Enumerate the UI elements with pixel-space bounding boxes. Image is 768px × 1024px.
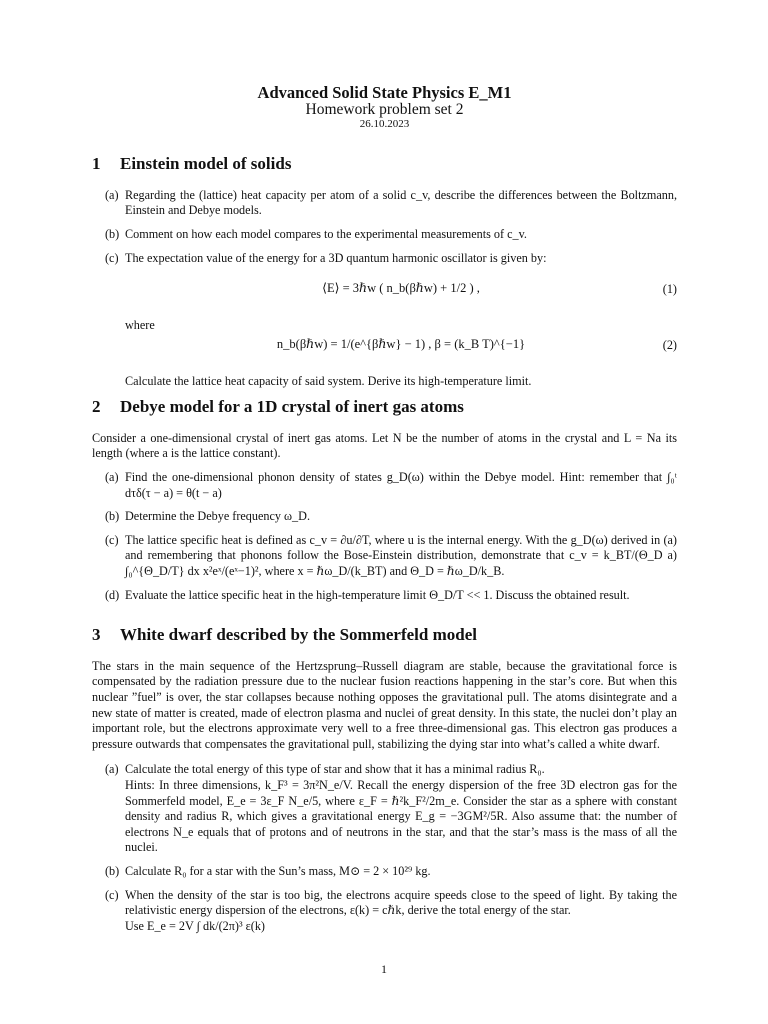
- page-number: 1: [381, 962, 387, 976]
- section-1: [92, 155, 677, 389]
- title-block: [92, 84, 677, 132]
- document-date: 26.10.2023: [359, 118, 410, 131]
- s3-item-c: (c) When the density of the star is too big, the electrons acquire speeds close to the speed of light. By taking the relativistic energy dispersion of the electrons, ε(k) = cℏk, derive the total energy of the star. Use E_e = 2V ∫ dk/(2π)³ ε(k): [105, 887, 677, 933]
- s1-c-tail: Calculate the lattice heat capacity of said system. Derive its high-temperature limit.: [125, 373, 532, 388]
- s1-item-b: (b) Comment on how each model compares to the experimental measurements of c_v.: [105, 226, 527, 241]
- equation-1: ⟨E⟩ = 3ℏw ( n_b(βℏw) + 1/2 ) , (1): [322, 281, 677, 297]
- section-2: [92, 398, 677, 611]
- document-title: Advanced Solid State Physics E_M1: [257, 83, 512, 102]
- section-3-heading: 3 White dwarf described by the Sommerfeld model: [92, 625, 477, 644]
- where-label: where: [125, 318, 155, 333]
- s3-intro: The stars in the main sequence of the Hertzsprung–Russell diagram are stable, because the gravitational force is compensated by the radiation pressure due to the nuclear fusion reactions happening in the star’s core. But when this nuclear ”fuel” is over, the star collapses because nothing opposes the gravitational pull. The atoms disintegrate and a new state of matter is created, made of electron plasma and nuclei of great density. In this state, the nuclei don’t play an important role, but the electrons approximate very well to a free three-dimensional gas. This electron gas produces a pressure outwards that compensates the gravitational pull, stabilizing the dying star into what’s called a white dwarf.: [92, 658, 677, 751]
- document-subtitle: Homework problem set 2: [305, 101, 464, 119]
- s3-a-hints: Hints: In three dimensions, k_F³ = 3π²N_e/V. Recall the energy dispersion of the free 3D electron gas for the Sommerfeld model, E_e = 3ε_F N_e/5, where ε_F = ℏ²k_F²/2m_e. Consider the star as a sphere with constant density and radius R, which gives a gravitational energy E_g = −3GM²/5R. Also assume that: the number of electrons N_e equals that of protons and of neutrons in the star, and that the star’s mass is the mass of all the nuclei.: [125, 777, 677, 855]
- s2-item-c: (c) The lattice specific heat is defined as c_v = ∂u/∂T, where u is the internal energy. With the g_D(ω) derived in (a) and remembering that phonons follow the Bose-Einstein distribution, demonstrate that c_v = k_BT/(Θ_D a) ∫₀^{Θ_D/T} dx x²eˣ/(eˣ−1)², where x = ℏω_D/(k_BT) and Θ_D = ℏω_D/k_B.: [105, 532, 677, 578]
- s1-item-a: (a) Regarding the (lattice) heat capacity per atom of a solid c_v, describe the differences between the Boltzmann, Einstein and Debye models.: [105, 187, 677, 218]
- section-3: [92, 626, 677, 942]
- s2-intro: Consider a one-dimensional crystal of inert gas atoms. Let N be the number of atoms in the crystal and L = Na its length (where a is the lattice constant).: [92, 430, 677, 461]
- s3-item-a: (a) Calculate the total energy of this type of star and show that it has a minimal radius R₀. Hints: In three dimensions, k_F³ = 3π²N_e/V. Recall the energy dispersion of the free 3D electron gas for the Sommerfeld model, E_e = 3ε_F N_e/5, where ε_F = ℏ²k_F²/2m_e. Consider the star as a sphere with constant density and radius R, which gives a gravitational energy E_g = −3GM²/5R. Also assume that: the number of electrons N_e equals that of protons and of neutrons in the star, and that the star’s mass is the mass of all the nuclei.: [105, 762, 677, 855]
- s2-item-a: (a) Find the one-dimensional phonon density of states g_D(ω) within the Debye model. Hint: remember that ∫₀ᵗ dτδ(τ − a) = θ(t − a): [105, 469, 677, 500]
- section-2-heading: 2 Debye model for a 1D crystal of inert gas atoms: [92, 397, 464, 416]
- s3-item-b: (b) Calculate R₀ for a star with the Sun’s mass, M⊙ = 2 × 10²⁹ kg.: [105, 864, 431, 878]
- s2-item-d: (d) Evaluate the lattice specific heat in the high-temperature limit Θ_D/T << 1. Discuss the obtained result.: [105, 587, 630, 602]
- s3-c-use: Use E_e = 2V ∫ dk/(2π)³ ε(k): [125, 918, 265, 933]
- s2-item-b: (b) Determine the Debye frequency ω_D.: [105, 509, 311, 524]
- s1-item-c: (c) The expectation value of the energy for a 3D quantum harmonic oscillator is given by:: [105, 250, 547, 265]
- section-1-heading: 1 Einstein model of solids: [92, 154, 292, 173]
- equation-2: n_b(βℏw) = 1/(e^{βℏw} − 1) , β = (k_B T)^{−1} (2): [276, 336, 677, 352]
